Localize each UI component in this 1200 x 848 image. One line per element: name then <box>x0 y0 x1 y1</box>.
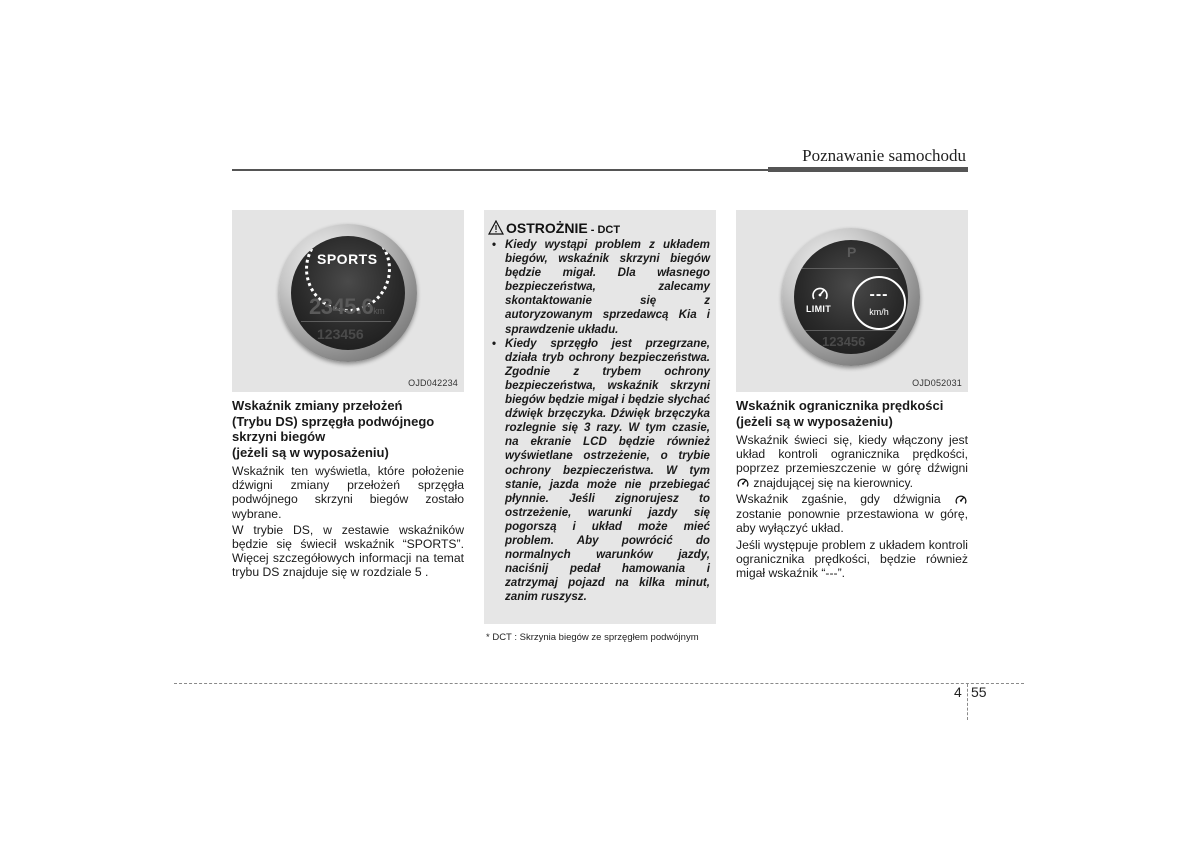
body-paragraph <box>736 492 968 535</box>
page-number: 55 <box>971 684 987 700</box>
odometer: 123456 <box>317 326 364 342</box>
speed-limiter-icon <box>810 284 830 304</box>
caution-title <box>506 220 620 236</box>
body-paragraph: Jeśli występuje problem z układem kontroli ogranicznika prędkości, będzie również migał wskaźnik “---”. <box>736 537 968 580</box>
speed-unit: km/h <box>869 307 889 317</box>
caution-list <box>492 238 710 604</box>
warning-triangle-icon <box>488 220 504 235</box>
heading-line: (jeżeli są w wyposażeniu) <box>736 413 893 429</box>
paragraph-text: Wskaźnik zgaśnie, gdy dźwignia <box>736 492 941 507</box>
section-heading <box>736 398 968 429</box>
figure-ds-indicator <box>232 210 464 392</box>
display-divider <box>301 321 391 322</box>
set-speed-dashes: --- <box>869 286 889 303</box>
gauge-display <box>794 240 908 354</box>
caution-item: • Kiedy wystąpi problem z układem biegów, wskaźnik skrzyni biegów będzie migał. Dla własnego bezpieczeństwa, zalecamy skontaktowanie się z autoryzowanym sprzedawcą Kia i sprawdzenie układu. <box>492 238 710 337</box>
body-paragraph: Wskaźnik ten wyświetla, które położenie dźwigni zmiany przełożeń sprzęgła podwójnego skrzyni biegów zostało wybrane. <box>232 464 464 521</box>
trip-distance <box>309 294 384 320</box>
paragraph-text: zostanie ponownie przestawiona w górę, aby wyłączyć układ. <box>736 507 968 536</box>
caution-box <box>484 210 716 624</box>
heading-line: Wskaźnik ogranicznika prędkości <box>736 398 944 413</box>
gear-indicator: P <box>847 244 857 260</box>
body-paragraph <box>736 433 968 490</box>
gauge-bezel <box>279 224 417 362</box>
right-column <box>736 398 968 582</box>
heading-line: (Trybu DS) sprzęgła podwójnego <box>232 413 435 429</box>
caution-item: • Kiedy sprzęgło jest przegrzane, działa tryb ochrony bezpieczeństwa. Zgodnie z trybem ochrony bezpieczeństwa, wskaźnik skrzyni biegów będzie migał i będzie słychać dźwięk brzęczyka. Dźwięk brzęczyka rozlegnie się 3 razy. W tym czasie, na ekranie LCD będzie również wyświetlane ostrzeżenie, o trybie ochrony bezpieczeństwa. W tym stanie, jazda może nie przebiegać płynnie. Jeśli zignorujesz to ostrzeżenie, warunki jazdy się pogorszą i układ może mieć problem. Aby powrócić do normalnych warunków jazdy, naciśnij pedał hamowania i zatrzymaj pojazd na kilka minut, zanim ruszysz. <box>492 337 710 605</box>
heading-line: Wskaźnik zmiany przełożeń <box>232 398 403 413</box>
caution-title-text: OSTROŻNIE <box>506 220 588 236</box>
running-header: Poznawanie samochodu <box>802 146 966 165</box>
display-divider <box>802 268 898 269</box>
display-divider <box>802 330 898 331</box>
set-speed-ring <box>852 276 906 330</box>
limit-label: LIMIT <box>806 304 831 314</box>
speed-limiter-icon <box>736 476 750 490</box>
footnote: * DCT : Skrzynia biegów ze sprzęgłem podwójnym <box>486 632 699 643</box>
trip-distance-unit: km <box>373 306 385 316</box>
heading-line: skrzyni biegów <box>232 429 326 444</box>
trip-distance-value: 2345.6 <box>309 294 374 319</box>
figure-code: OJD052031 <box>912 378 962 388</box>
paragraph-text: znajdującej się na kierownicy. <box>753 475 914 490</box>
gauge-display <box>291 236 405 350</box>
footer-rule <box>174 683 1024 684</box>
header-rule-accent <box>768 167 968 172</box>
odometer: 123456 <box>822 334 866 349</box>
gauge-bezel <box>782 228 920 366</box>
left-column <box>232 398 464 582</box>
chapter-number: 4 <box>954 684 962 700</box>
heading-line: (jeżeli są w wyposażeniu) <box>232 444 389 460</box>
body-paragraph: W trybie DS, w zestawie wskaźników będzie się świecił wskaźnik “SPORTS”. Więcej szczegółowych informacji na temat trybu DS znajduje się w rozdziale 5 . <box>232 522 464 580</box>
caution-title-suffix: - DCT <box>587 224 621 236</box>
figure-code: OJD042234 <box>408 378 458 388</box>
sports-indicator-label: SPORTS <box>317 251 378 267</box>
paragraph-text: Wskaźnik świeci się, kiedy włączony jest układ kontroli ogranicznika prędkości, poprzez przemieszczenie w górę dźwigni <box>736 433 968 476</box>
page-number-divider <box>967 684 968 720</box>
speed-limiter-icon <box>954 493 968 507</box>
figure-speed-limiter <box>736 210 968 392</box>
section-heading <box>232 398 464 460</box>
